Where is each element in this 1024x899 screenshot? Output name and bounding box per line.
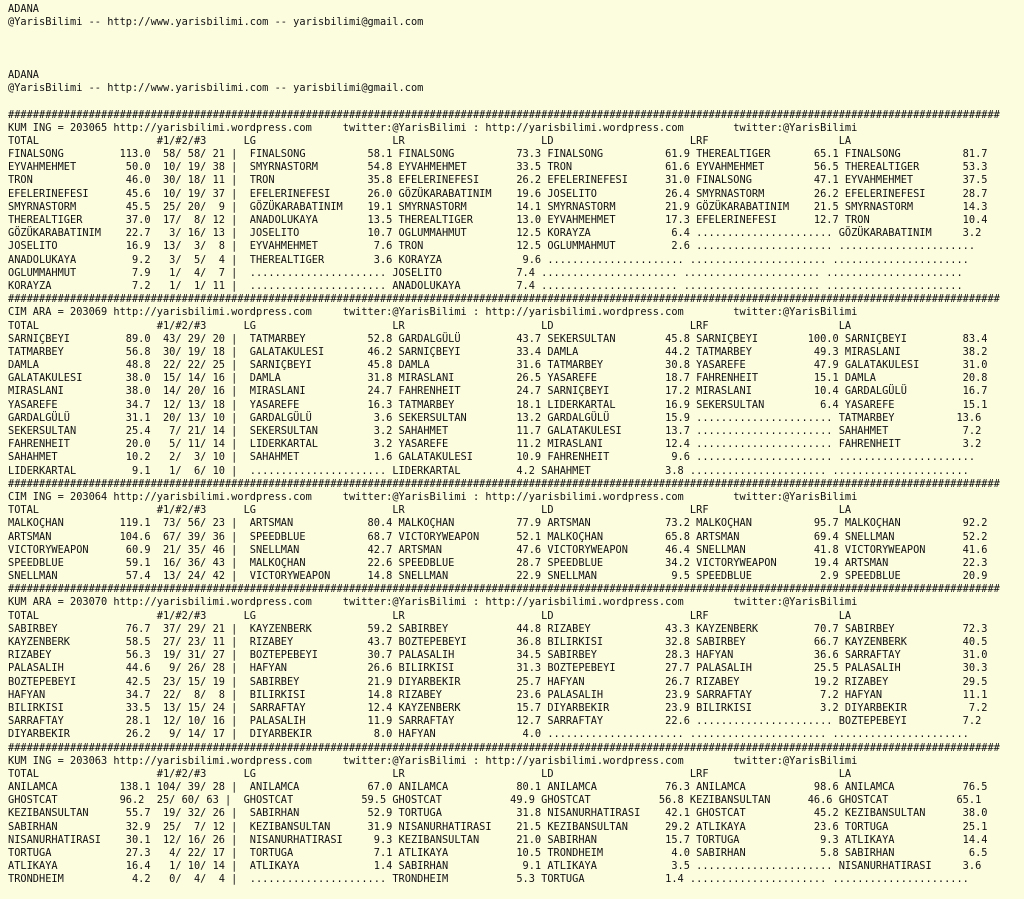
blank-line bbox=[8, 56, 1018, 69]
header-contact: @YarisBilimi -- http://www.yarisbilimi.com -- yarisbilimi@gmail.com bbox=[8, 82, 424, 95]
table-row: BOZTEPEBEYI 42.5 23/ 15/ 19 | SABIRBEY 21.9 DIYARBEKIR 25.7 HAFYAN 26.7 RIZABEY 19.2 RIZABEY 29.5 bbox=[8, 675, 988, 688]
table-row: TRONDHEIM 4.2 0/ 4/ 4 | ...................... TRONDHEIM 5.3 TORTUGA 1.4 ...................... ...................... bbox=[8, 873, 969, 886]
table-row: ANADOLUKAYA 9.2 3/ 5/ 4 | THEREALTIGER 3.6 KORAYZA 9.6 ...................... ...................... ...................... bbox=[8, 253, 969, 266]
column-header: TOTAL #1/#2/#3 LG LR LD LRF LA bbox=[8, 767, 852, 780]
table-row: OGLUMMAHMUT 7.9 1/ 4/ 7 | ...................... JOSELITO 7.4 ...................... ...................... ...................... bbox=[8, 266, 963, 279]
race-header: KUM ING = 203063 http://yarisbilimi.wordpress.com twitter:@YarisBilimi : http://yarisbilimi.wordpress.com twitter:@YarisBilimi bbox=[8, 754, 858, 767]
separator-line: ################################################################################################################################################################ bbox=[8, 108, 1000, 121]
header-title: ADANA bbox=[8, 3, 39, 15]
table-row: MIRASLANI 38.0 14/ 20/ 16 | MIRASLANI 24.7 FAHRENHEIT 24.7 SARNIÇBEYI 17.2 MIRASLANI 10.4 GARDALGÜLÜ 16.7 bbox=[8, 385, 988, 398]
race-header: KUM ING = 203065 http://yarisbilimi.wordpress.com twitter:@YarisBilimi : http://yarisbilimi.wordpress.com twitter:@YarisBilimi bbox=[8, 121, 858, 134]
table-row: HAFYAN 34.7 22/ 8/ 8 | BILIRKISI 14.8 RIZABEY 23.6 PALASALIH 23.9 SARRAFTAY 7.2 HAFYAN 11.1 bbox=[8, 688, 988, 701]
column-header: TOTAL #1/#2/#3 LG LR LD LRF LA bbox=[8, 609, 852, 622]
table-row: SPEEDBLUE 59.1 16/ 36/ 43 | MALKOÇHAN 22.6 SPEEDBLUE 28.7 SPEEDBLUE 34.2 VICTORYWEAPON 19.4 ARTSMAN 22.3 bbox=[8, 556, 988, 569]
table-row: SNELLMAN 57.4 13/ 24/ 42 | VICTORYWEAPON 14.8 SNELLMAN 22.9 SNELLMAN 9.5 SPEEDBLUE 2.9 SPEEDBLUE 20.9 bbox=[8, 570, 988, 583]
table-row: EFELERINEFESI 45.6 10/ 19/ 37 | EFELERINEFESI 26.0 GÖZÜKARABATINIM 19.6 JOSELITO 26.4 SMYRNASTORM 26.2 EFELERINEFESI 28.7 bbox=[8, 187, 988, 200]
table-row: FAHRENHEIT 20.0 5/ 11/ 14 | LIDERKARTAL 3.2 YASAREFE 11.2 MIRASLANI 12.4 ...................... FAHRENHEIT 3.2 bbox=[8, 438, 982, 451]
table-row: DIYARBEKIR 26.2 9/ 14/ 17 | DIYARBEKIR 8.0 HAFYAN 4.0 ...................... ...................... ...................... bbox=[8, 728, 969, 741]
table-row: SMYRNASTORM 45.5 25/ 20/ 9 | GÖZÜKARABATINIM 19.1 SMYRNASTORM 14.1 SMYRNASTORM 21.9 GÖZÜKARABATINIM 21.5 SMYRNASTORM 14.3 bbox=[8, 200, 988, 213]
table-row: TRON 46.0 30/ 18/ 11 | TRON 35.8 EFELERINEFESI 26.2 EFELERINEFESI 31.0 FINALSONG 47.1 EYVAHMEHMET 37.5 bbox=[8, 174, 988, 187]
table-row: TATMARBEY 56.8 30/ 19/ 18 | GALATAKULESI 46.2 SARNIÇBEYI 33.4 DAMLA 44.2 TATMARBEY 49.3 MIRASLANI 38.2 bbox=[8, 345, 988, 358]
table-row: FINALSONG 113.0 58/ 58/ 21 | FINALSONG 58.1 FINALSONG 73.3 FINALSONG 61.9 THEREALTIGER 65.1 FINALSONG 81.7 bbox=[8, 148, 988, 161]
table-row: JOSELITO 16.9 13/ 3/ 8 | EYVAHMEHMET 7.6 TRON 12.5 OGLUMMAHMUT 2.6 ...................... ...................... bbox=[8, 240, 976, 253]
table-row: TORTUGA 27.3 4/ 22/ 17 | TORTUGA 7.1 ATLIKAYA 10.5 TRONDHEIM 4.0 SABIRHAN 5.8 SABIRHAN 6.5 bbox=[8, 847, 988, 859]
table-row: SABIRHAN 32.9 25/ 7/ 12 | KEZIBANSULTAN 31.9 NISANURHATIRASI 21.5 KEZIBANSULTAN 29.2 ATLIKAYA 23.6 TORTUGA 25.1 bbox=[8, 820, 988, 833]
column-header: TOTAL #1/#2/#3 LG LR LD LRF LA bbox=[8, 504, 852, 517]
blank-line bbox=[8, 29, 1018, 42]
blank-line bbox=[8, 95, 1018, 108]
table-row: LIDERKARTAL 9.1 1/ 6/ 10 | ...................... LIDERKARTAL 4.2 SAHAHMET 3.8 ...................... ...................... bbox=[8, 464, 969, 477]
table-row: KAYZENBERK 58.5 27/ 23/ 11 | RIZABEY 43.7 BOZTEPEBEYI 36.8 BILIRKISI 32.8 SABIRBEY 66.7 KAYZENBERK 40.5 bbox=[8, 636, 988, 648]
table-row: PALASALIH 44.6 9/ 26/ 28 | HAFYAN 26.6 BILIRKISI 31.3 BOZTEPEBEYI 27.7 PALASALIH 25.5 PALASALIH 30.3 bbox=[8, 662, 988, 675]
table-row: VICTORYWEAPON 60.9 21/ 35/ 46 | SNELLMAN 42.7 ARTSMAN 47.6 VICTORYWEAPON 46.4 SNELLMAN 41.8 VICTORYWEAPON 41.6 bbox=[8, 543, 988, 556]
table-row: DAMLA 48.8 22/ 22/ 25 | SARNIÇBEYI 45.8 DAMLA 31.6 TATMARBEY 30.8 YASAREFE 47.9 GALATAKULESI 31.0 bbox=[8, 359, 988, 372]
table-row: ANILAMCA 138.1 104/ 39/ 28 | ANILAMCA 67.0 ANILAMCA 80.1 ANILAMCA 76.3 ANILAMCA 98.6 ANILAMCA 76.5 bbox=[8, 781, 988, 794]
header-contact: @YarisBilimi -- http://www.yarisbilimi.com -- yarisbilimi@gmail.com bbox=[8, 16, 424, 29]
table-row: ATLIKAYA 16.4 1/ 10/ 14 | ATLIKAYA 1.4 SABIRHAN 9.1 ATLIKAYA 3.5 ...................... NISANURHATIRASI 3.6 bbox=[8, 860, 982, 873]
table-row: GHOSTCAT 96.2 25/ 60/ 63 | GHOSTCAT 59.5 GHOSTCAT 49.9 GHOSTCAT 56.8 KEZIBANSULTAN 46.6 GHOSTCAT 65.1 bbox=[8, 794, 982, 807]
table-row: ARTSMAN 104.6 67/ 39/ 36 | SPEEDBLUE 68.7 VICTORYWEAPON 52.1 MALKOÇHAN 65.8 ARTSMAN 69.4 SNELLMAN 52.2 bbox=[8, 530, 988, 543]
table-row: GARDALGÜLÜ 31.1 20/ 13/ 10 | GARDALGÜLÜ 3.6 SEKERSULTAN 13.2 GARDALGÜLÜ 15.9 ...................... TATMARBEY 13.6 bbox=[8, 411, 982, 424]
table-row: NISANURHATIRASI 30.1 12/ 16/ 26 | NISANURHATIRASI 9.3 KEZIBANSULTAN 21.0 SABIRHAN 15.7 TORTUGA 9.3 ATLIKAYA 14.4 bbox=[8, 833, 988, 846]
table-row: SABIRBEY 76.7 37/ 29/ 21 | KAYZENBERK 59.2 SABIRBEY 44.8 RIZABEY 43.3 KAYZENBERK 70.7 SABIRBEY 72.3 bbox=[8, 622, 988, 635]
separator-line: ################################################################################################################################################################ bbox=[8, 741, 1000, 754]
table-row: BILIRKISI 33.5 13/ 15/ 24 | SARRAFTAY 12.4 KAYZENBERK 15.7 DIYARBEKIR 23.9 BILIRKISI 3.2 DIYARBEKIR 7.2 bbox=[8, 701, 988, 714]
separator-line: ################################################################################################################################################################ bbox=[8, 477, 1000, 490]
table-row: SAHAHMET 10.2 2/ 3/ 10 | SAHAHMET 1.6 GALATAKULESI 10.9 FAHRENHEIT 9.6 ...................... ...................... bbox=[8, 451, 976, 464]
table-row: GALATAKULESI 38.0 15/ 14/ 16 | DAMLA 31.8 MIRASLANI 26.5 YASAREFE 18.7 FAHRENHEIT 15.1 DAMLA 20.8 bbox=[8, 372, 988, 385]
table-row: GÖZÜKARABATINIM 22.7 3/ 16/ 13 | JOSELITO 10.7 OGLUMMAHMUT 12.5 KORAYZA 6.4 ...................... GÖZÜKARABATINIM 3.2 bbox=[8, 227, 982, 240]
table-row: RIZABEY 56.3 19/ 31/ 27 | BOZTEPEBEYI 30.7 PALASALIH 34.5 SABIRBEY 28.3 HAFYAN 36.6 SARRAFTAY 31.0 bbox=[8, 649, 988, 662]
table-row: THEREALTIGER 37.0 17/ 8/ 12 | ANADOLUKAYA 13.5 THEREALTIGER 13.0 EYVAHMEHMET 17.3 EFELERINEFESI 12.7 TRON 10.4 bbox=[8, 214, 988, 226]
table-row: EYVAHMEHMET 50.0 10/ 19/ 38 | SMYRNASTORM 54.8 EYVAHMEHMET 33.5 TRON 61.6 EYVAHMEHMET 56.5 THEREALTIGER 53.3 bbox=[8, 161, 988, 174]
table-row: KEZIBANSULTAN 55.7 19/ 32/ 26 | SABIRHAN 52.9 TORTUGA 31.8 NISANURHATIRASI 42.1 GHOSTCAT 45.2 KEZIBANSULTAN 38.0 bbox=[8, 807, 988, 820]
table-row: KORAYZA 7.2 1/ 1/ 11 | ...................... ANADOLUKAYA 7.4 ...................... ...................... ...................... bbox=[8, 279, 963, 292]
separator-line: ################################################################################################################################################################ bbox=[8, 293, 1000, 306]
table-row: SEKERSULTAN 25.4 7/ 21/ 14 | SEKERSULTAN 3.2 SAHAHMET 11.7 GALATAKULESI 13.7 ...................... SAHAHMET 7.2 bbox=[8, 425, 982, 437]
race-header: CIM ING = 203064 http://yarisbilimi.wordpress.com twitter:@YarisBilimi : http://yarisbilimi.wordpress.com twitter:@YarisBilimi bbox=[8, 490, 858, 503]
table-row: SARRAFTAY 28.1 12/ 10/ 16 | PALASALIH 11.9 SARRAFTAY 12.7 SARRAFTAY 22.6 ...................... BOZTEPEBEYI 7.2 bbox=[8, 715, 982, 728]
table-row: YASAREFE 34.7 12/ 13/ 18 | YASAREFE 16.3 TATMARBEY 18.1 LIDERKARTAL 16.9 SEKERSULTAN 6.4 YASAREFE 15.1 bbox=[8, 398, 988, 411]
blank-line bbox=[8, 43, 1018, 56]
race-header: KUM ARA = 203070 http://yarisbilimi.wordpress.com twitter:@YarisBilimi : http://yarisbilimi.wordpress.com twitter:@YarisBilimi bbox=[8, 596, 858, 609]
race-header: CIM ARA = 203069 http://yarisbilimi.wordpress.com twitter:@YarisBilimi : http://yarisbilimi.wordpress.com twitter:@YarisBilimi bbox=[8, 306, 858, 319]
race-report-document bbox=[8, 3, 1018, 887]
header-title: ADANA bbox=[8, 68, 39, 81]
table-row: MALKOÇHAN 119.1 73/ 56/ 23 | ARTSMAN 80.4 MALKOÇHAN 77.9 ARTSMAN 73.2 MALKOÇHAN 95.7 MALKOÇHAN 92.2 bbox=[8, 517, 988, 530]
separator-line: ################################################################################################################################################################ bbox=[8, 583, 1000, 596]
table-row: SARNIÇBEYI 89.0 43/ 29/ 20 | TATMARBEY 52.8 GARDALGÜLÜ 43.7 SEKERSULTAN 45.8 SARNIÇBEYI 100.0 SARNIÇBEYI 83.4 bbox=[8, 332, 988, 345]
column-header: TOTAL #1/#2/#3 LG LR LD LRF LA bbox=[8, 134, 852, 147]
column-header: TOTAL #1/#2/#3 LG LR LD LRF LA bbox=[8, 319, 852, 332]
